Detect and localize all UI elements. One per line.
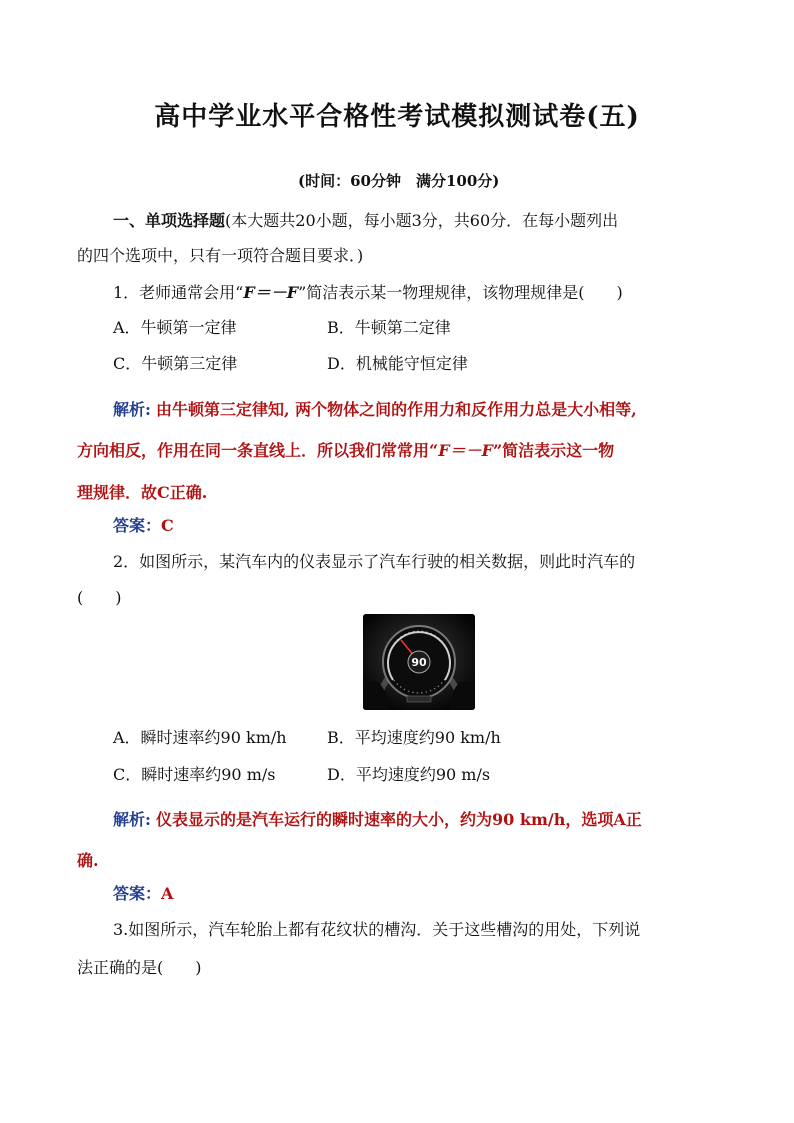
section-desc-line2: 的四个选项中，只有一项符合题目要求．) (77, 246, 364, 265)
exam-time-info: (时间：60分钟 满分100分) (298, 172, 500, 190)
q2-option-b: B．平均速度约90 km/h (327, 728, 501, 747)
q2-answer-value: A (161, 884, 174, 903)
q2-analysis-text1: 仪表显示的是汽车运行的瞬时速率的大小，约为90 km/h，选项A正 (156, 810, 642, 829)
q1-analysis-text2b: ”简洁表示这一物 (492, 441, 615, 460)
q2-option-d: D．平均速度约90 m/s (327, 765, 491, 784)
q1-analysis-formula: F＝－F (438, 441, 493, 460)
q2-analysis-line2: 确. (77, 851, 99, 870)
section-heading: 一、单项选择题 (113, 211, 226, 230)
q1-answer (113, 513, 174, 536)
section-desc-line1: (本大题共20小题，每小题3分，共60分．在每小题列出 (225, 211, 619, 230)
q1-analysis-line3: 理规律．故C正确. (77, 483, 208, 502)
q2-option-a: A．瞬时速率约90 km/h (113, 728, 287, 747)
speedometer-image (363, 614, 475, 710)
q1-option-c: C．牛顿第三定律 (113, 354, 238, 373)
q1-analysis-line2 (77, 438, 614, 461)
speedometer-graphic (363, 614, 475, 710)
page-title: 高中学业水平合格性考试模拟测试卷(五) (154, 102, 640, 132)
q2-answer (113, 881, 173, 904)
q1-answer-value: C (161, 516, 174, 535)
q1-option-d: D．机械能守恒定律 (327, 354, 468, 373)
q2-analysis-label: 解析: (113, 810, 151, 829)
q1-analysis-text2a: 方向相反，作用在同一条直线上．所以我们常常用“ (77, 441, 439, 460)
speedometer-reading: 90 (411, 656, 427, 669)
q2-answer-label: 答案： (113, 884, 162, 903)
q1-stem-prefix: 1．老师通常会用“ (113, 283, 244, 302)
q2-stem-line1: 2．如图所示，某汽车内的仪表显示了汽车行驶的相关数据，则此时汽车的 (113, 552, 636, 571)
q1-analysis-line1 (113, 397, 637, 420)
q3-stem-line2: 法正确的是( ) (77, 958, 202, 977)
section-intro (113, 208, 618, 231)
q1-option-b: B．牛顿第二定律 (327, 318, 451, 337)
q2-option-c: C．瞬时速率约90 m/s (113, 765, 276, 784)
q1-analysis-label: 解析: (113, 400, 151, 419)
q2-stem-line2: ( ) (77, 588, 122, 607)
question-1-stem (113, 280, 623, 303)
q1-formula: F＝－F (243, 283, 299, 302)
q1-stem-suffix: ”简洁表示某一物理规律，该物理规律是( ) (298, 283, 623, 302)
q3-stem-line1: 3.如图所示，汽车轮胎上都有花纹状的槽沟．关于这些槽沟的用处，下列说 (113, 920, 641, 939)
q2-analysis-line1 (113, 807, 642, 830)
q1-option-a: A．牛顿第一定律 (113, 318, 237, 337)
q1-analysis-text1: 由牛顿第三定律知, 两个物体之间的作用力和反作用力总是大小相等, (156, 400, 637, 419)
q1-answer-label: 答案： (113, 516, 162, 535)
